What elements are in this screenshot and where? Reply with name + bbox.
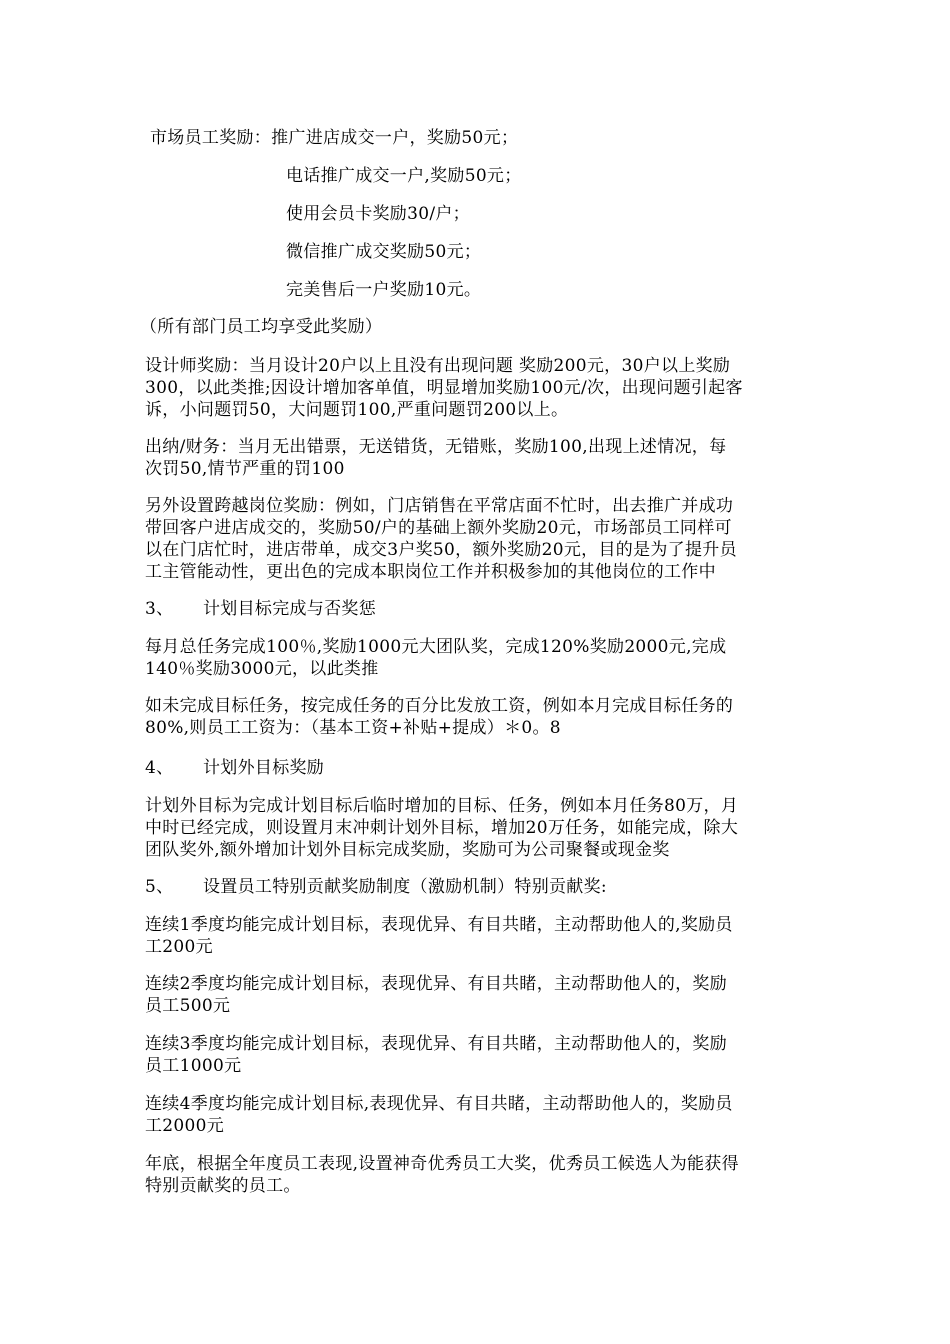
- designer-reward-line: 设计师奖励：当月设计20户以上且没有出现问题 奖励200元，30户以上奖励: [145, 356, 731, 376]
- quarter-3-reward-line: 连续3季度均能完成计划目标，表现优异、有目共睹，主动帮助他人的，奖励: [145, 1034, 728, 1054]
- quarter-1-reward-line: 工200元: [145, 937, 213, 957]
- section-5-number: 5、: [145, 877, 174, 897]
- section-3-paragraph-line: 如未完成目标任务，按完成任务的百分比发放工资，例如本月完成目标任务的: [145, 696, 734, 716]
- quarter-3-reward-line: 员工1000元: [145, 1056, 242, 1076]
- section-4-paragraph-line: 中时已经完成，则设置月末冲刺计划外目标，增加20万任务，如能完成，除大: [145, 818, 739, 838]
- section-3-title: 计划目标完成与否奖惩: [203, 599, 376, 619]
- section-4-title: 计划外目标奖励: [203, 758, 325, 778]
- market-reward-item: 推广进店成交一户，奖励50元；: [271, 128, 519, 148]
- market-reward-item: 电话推广成交一户,奖励50元；: [286, 166, 522, 186]
- designer-reward-line: 300，以此类推;因设计增加客单值，明显增加奖励100元/次，出现问题引起客: [145, 378, 743, 398]
- section-3-paragraph-line: 80%,则员工工资为：（基本工资+补贴+提成）＊0。8: [145, 718, 561, 738]
- cashier-reward-line: 次罚50,情节严重的罚100: [145, 459, 345, 479]
- market-reward-item: 使用会员卡奖励30/户；: [286, 204, 470, 224]
- section-4-paragraph-line: 计划外目标为完成计划目标后临时增加的目标、任务，例如本月任务80万，月: [145, 796, 739, 816]
- cross-position-reward-line: 工主管能动性，更出色的完成本职岗位工作并积极参加的其他岗位的工作中: [145, 562, 716, 582]
- quarter-1-reward-line: 连续1季度均能完成计划目标，表现优异、有目共睹，主动帮助他人的,奖励员: [145, 915, 733, 935]
- section-3-paragraph-line: 140％奖励3000元，以此类推: [145, 659, 379, 679]
- section-3-number: 3、: [145, 599, 174, 619]
- market-reward-label: 市场员工奖励：: [150, 128, 272, 148]
- designer-reward-line: 诉，小问题罚50，大问题罚100,严重问题罚200以上。: [145, 400, 569, 420]
- quarter-2-reward-line: 员工500元: [145, 996, 231, 1016]
- section-5-title: 设置员工特别贡献奖励制度（激励机制）特别贡献奖:: [203, 877, 607, 897]
- section-3-heading: [145, 598, 376, 620]
- quarter-4-reward-line: 连续4季度均能完成计划目标,表现优异、有目共睹，主动帮助他人的，奖励员: [145, 1094, 733, 1114]
- cashier-reward-line: 出纳/财务：当月无出错票，无送错货，无错账，奖励100,出现上述情况，每: [145, 437, 727, 457]
- section-4-paragraph-line: 团队奖外,额外增加计划外目标完成奖励，奖励可为公司聚餐或现金奖: [145, 840, 670, 860]
- cross-position-reward-line: 带回客户进店成交的，奖励50/户的基础上额外奖励20元，市场部员工同样可: [145, 518, 732, 538]
- market-reward-item: 微信推广成交奖励50元；: [286, 242, 482, 262]
- section-5-heading: [145, 876, 607, 898]
- quarter-2-reward-line: 连续2季度均能完成计划目标，表现优异、有目共睹，主动帮助他人的，奖励: [145, 974, 728, 994]
- section-4-heading: [145, 757, 324, 779]
- year-end-award-line: 特别贡献奖的员工。: [145, 1176, 301, 1196]
- section-3-paragraph-line: 每月总任务完成100％,奖励1000元大团队奖，完成120%奖励2000元,完成: [145, 637, 727, 657]
- market-reward-line-1: [150, 127, 518, 149]
- year-end-award-line: 年底，根据全年度员工表现,设置神奇优秀员工大奖，优秀员工候选人为能获得: [145, 1154, 739, 1174]
- market-reward-item: 完美售后一户奖励10元。: [286, 280, 482, 300]
- quarter-4-reward-line: 工2000元: [145, 1116, 225, 1136]
- cross-position-reward-line: 另外设置跨越岗位奖励：例如，门店销售在平常店面不忙时，出去推广并成功: [145, 496, 734, 516]
- section-4-number: 4、: [145, 758, 174, 778]
- market-reward-note: （所有部门员工均享受此奖励）: [140, 317, 383, 337]
- cross-position-reward-line: 以在门店忙时，进店带单，成交3户奖50，额外奖励20元，目的是为了提升员: [145, 540, 737, 560]
